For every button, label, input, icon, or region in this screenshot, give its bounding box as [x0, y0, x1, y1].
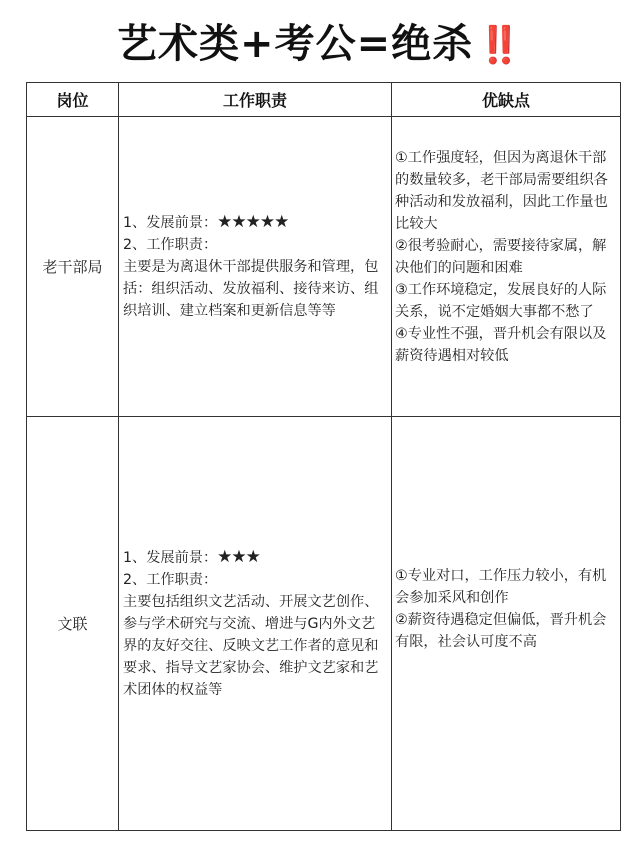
table-row — [27, 117, 621, 417]
pros-cons-item: ①专业对口，工作压力较小，有机会参加采风和创作 — [395, 568, 607, 606]
title-text: 艺术类+考公=绝杀 — [117, 21, 474, 67]
header-pros-cons: 优缺点 — [392, 83, 621, 117]
duty-description: 主要是为离退休干部提供服务和管理，包括：组织活动、发放福利、接待来访、组织培训、建立档案和更新信息等等 — [123, 259, 379, 319]
pros-cons-item: ④专业性不强，晋升机会有限以及薪资待遇相对较低 — [395, 326, 607, 364]
table-header-row — [27, 83, 621, 117]
comparison-table — [26, 82, 621, 831]
duty-cell — [119, 417, 392, 831]
rating-stars: ★★★ — [217, 547, 260, 567]
position-cell: 文联 — [27, 417, 119, 831]
prospect-line — [123, 211, 387, 234]
pros-cons-item: ②很考验耐心，需要接待家属，解决他们的问题和困难 — [395, 238, 607, 276]
rating-stars: ★★★★★ — [217, 212, 289, 232]
pros-cons-cell — [392, 417, 621, 831]
prospect-label: 1、发展前景： — [123, 550, 218, 566]
table-row — [27, 417, 621, 831]
duty-description: 主要包括组织文艺活动、开展文艺创作、参与学术研究与交流、增进与G内外文艺界的友好交往、反映文艺工作者的意见和要求、指导文艺家协会、维护文艺家和艺术团体的权益等 — [123, 594, 379, 698]
pros-cons-cell — [392, 117, 621, 417]
duty-label: 2、工作职责： — [123, 572, 218, 588]
header-position: 岗位 — [27, 83, 119, 117]
header-duty: 工作职责 — [119, 83, 392, 117]
position-cell: 老干部局 — [27, 117, 119, 417]
duty-label: 2、工作职责： — [123, 237, 218, 253]
prospect-label: 1、发展前景： — [123, 215, 218, 231]
double-exclamation-icon: ‼️ — [477, 25, 523, 66]
prospect-line — [123, 546, 387, 569]
pros-cons-item: ③工作环境稳定，发展良好的人际关系，说不定婚姻大事都不愁了 — [395, 282, 607, 320]
page-title — [0, 16, 640, 72]
pros-cons-item: ②薪资待遇稳定但偏低，晋升机会有限，社会认可度不高 — [395, 612, 607, 650]
pros-cons-item: ①工作强度轻，但因为离退休干部的数量较多，老干部局需要组织各种活动和发放福利，因此工作量也比较大 — [395, 150, 608, 232]
duty-cell — [119, 117, 392, 417]
